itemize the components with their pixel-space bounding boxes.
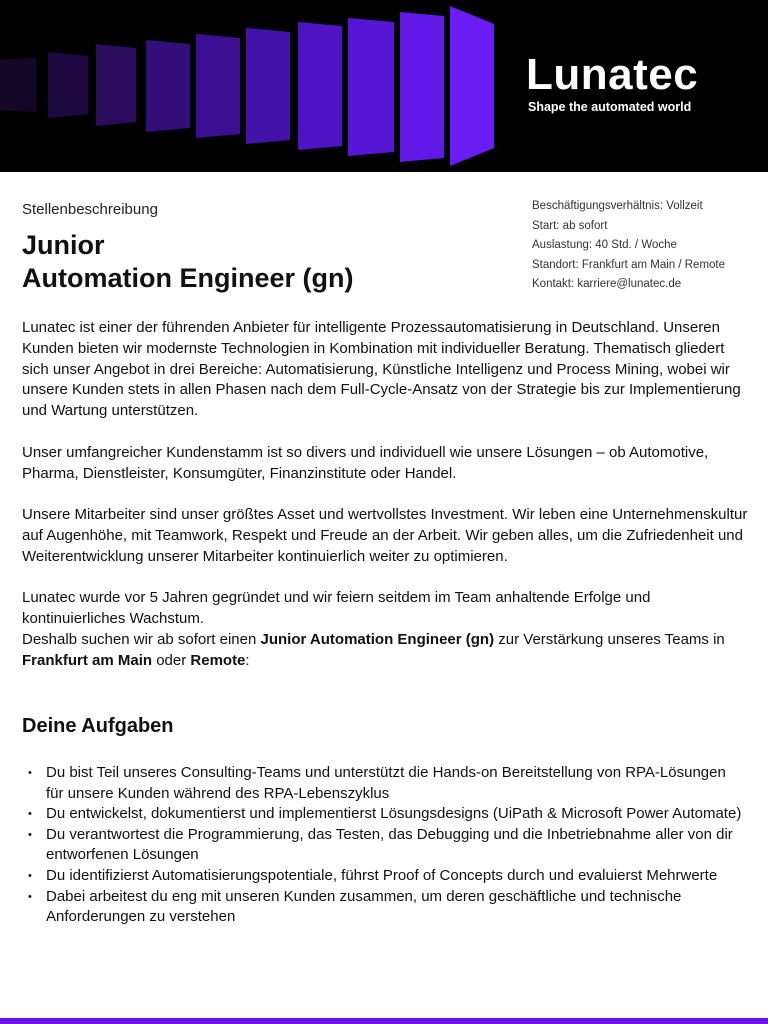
culture-paragraph: Unsere Mitarbeiter sind unser größtes Asset und wertvollstes Investment. Wir leben eine Unternehmenskultur auf Augenhöhe, mit Teamwork, Respekt und Freude an der Arbeit. Wir geben alles, um die Zufriedenheit und Weiterentwicklung unserer Mitarbeiter kontinuierlich weiter zu optimieren. [22, 506, 748, 565]
company-intro-paragraph: Lunatec ist einer der führenden Anbieter für intelligente Prozessautomatisierung in Deutschland. Unseren Kunden bieten wir modernste Technologien in Kombination mit individueller Beratung. Thematisch gliedert sich unser Angebot in drei Bereiche: Automatisierung, Künstliche Intelligenz und Process Mining, wobei wir unsere Kunden stets in allen Phasen nach dem Full-Cycle-Ansatz von der Strategie bis zur Implementierung und Wartung unterstützen. [22, 319, 741, 420]
job-title-line-1: Junior [22, 230, 105, 260]
tasks-list [22, 763, 742, 928]
employment-type: Beschäftigungsverhältnis: Vollzeit [532, 200, 703, 212]
bullet-icon: • [28, 869, 32, 882]
header-banner [0, 0, 768, 172]
growth-paragraph: Lunatec wurde vor 5 Jahren gegründet und wir feiern seitdem im Team anhaltende Erfolge und kontinuierliches Wachstum. [22, 589, 651, 628]
start-date: Start: ab sofort [532, 219, 608, 232]
hiring-paragraph: Deshalb suchen wir ab sofort einen Junior Automation Engineer (gn) zur Verstärkung unseres Teams in Frankfurt am Main oder Remote: [22, 630, 725, 669]
document-type-label: Stellenbeschreibung [22, 201, 158, 218]
task-item: • Du identifizierst Automatisierungspotentiale, führst Proof of Concepts durch und evaluierst Mehrwerte [22, 866, 742, 887]
bar-shape [0, 58, 36, 112]
hiring-role: Junior Automation Engineer (gn) [260, 630, 495, 648]
hiring-remote: Remote [190, 651, 246, 669]
bar-shape [96, 44, 136, 126]
bullet-icon: • [28, 808, 32, 821]
bullet-icon: • [28, 828, 32, 841]
bullet-icon: • [28, 890, 32, 903]
location: Standort: Frankfurt am Main / Remote [532, 258, 726, 271]
task-item: • Dabei arbeitest du eng mit unseren Kunden zusammen, um deren geschäftliche und technische Anforderungen zu verstehen [28, 887, 682, 926]
hiring-location: Frankfurt am Main [22, 651, 153, 669]
job-details [532, 197, 725, 295]
task-item: • Du entwickelst, dokumentierst und implementierst Lösungsdesigns (UiPath & Microsoft Power Automate) [22, 804, 742, 825]
task-item: • Du verantwortest die Programmierung, das Testen, das Debugging und die Inbetriebnahme aller von dir entworfenen Lösungen [28, 825, 733, 864]
job-description-body [22, 318, 752, 672]
workload: Auslastung: 40 Std. / Woche [532, 239, 677, 251]
tasks-heading: Deine Aufgaben [22, 715, 174, 737]
bar-shape [246, 28, 290, 144]
bar-shape [196, 34, 240, 138]
task-item: • Du bist Teil unseres Consulting-Teams und unterstützt die Hands-on Bereitstellung von RPA-Lösungen für unsere Kunden während des RPA-Lebenszyklus [28, 764, 726, 802]
footer-accent-bar [0, 1018, 768, 1024]
bullet-icon: • [28, 767, 32, 779]
bar-shape [400, 12, 444, 162]
contact: Kontakt: karriere@lunatec.de [532, 278, 682, 290]
customers-paragraph: Unser umfangreicher Kundenstamm ist so divers und individuell wie unsere Lösungen – ob Automotive, Pharma, Dienstleister, Konsumgüter, Finanzinstitute oder Handel. [22, 443, 709, 482]
job-title-line-2: Automation Engineer (gn) [22, 263, 354, 293]
job-title [22, 229, 353, 295]
bar-shape [298, 22, 342, 150]
bar-shape [146, 40, 190, 132]
bar-shape [348, 18, 394, 156]
company-tagline: Shape the automated world [528, 100, 692, 114]
bar-shape [450, 6, 494, 166]
bar-shape [48, 52, 88, 118]
company-logo: Lunatec [526, 50, 699, 99]
